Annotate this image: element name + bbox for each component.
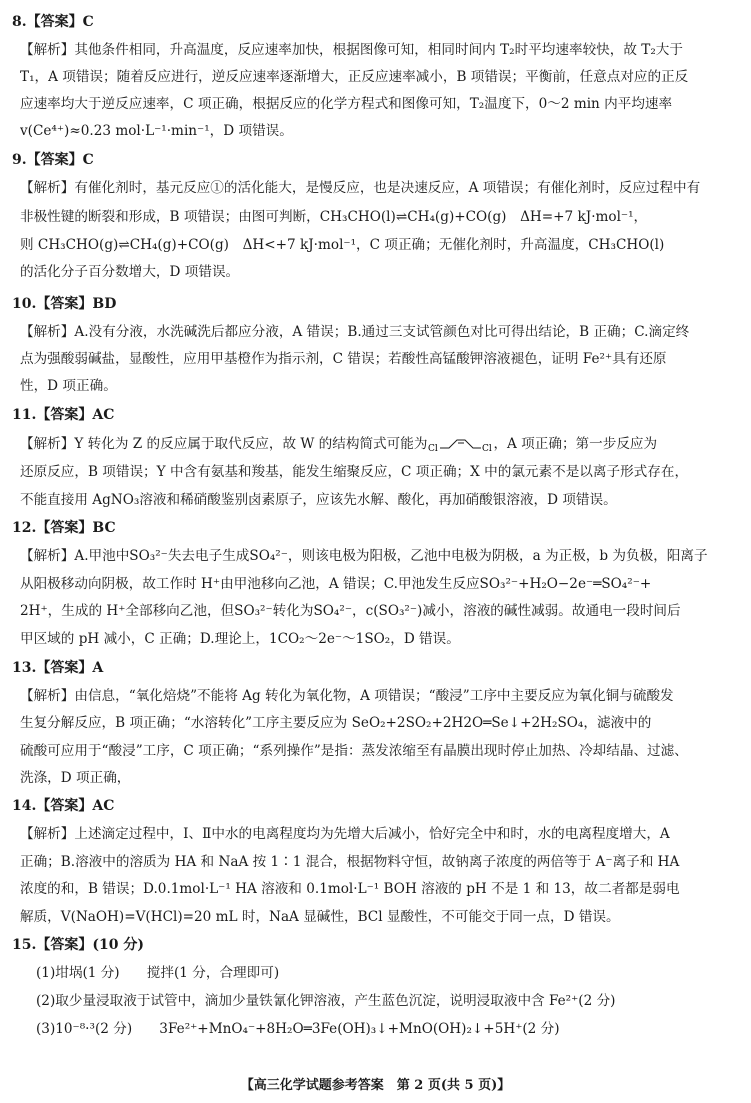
explanation-line	[20, 67, 735, 87]
line-text: 从阳极移动向阴极，故工作时 H⁺由甲池移向乙池，A 错误；C.甲池发生反应SO₃²⁻+H₂O−2e⁻═SO₄²⁻+	[20, 576, 652, 592]
line-text: 性，D 项正确。	[20, 378, 117, 394]
line-text: (3)10⁻⁸·³(2 分) 3Fe²⁺+MnO₄⁻+8H₂O═3Fe(OH)₃↓+MnO(OH)₂↓+5H⁺(2 分)	[36, 1021, 560, 1037]
page-footer: 【高三化学试题参考答案 第 2 页(共 5 页)】	[240, 1078, 511, 1093]
line-text: 8.【答案】C	[12, 14, 94, 30]
line-text: 正确；B.溶液中的溶质为 HA 和 NaA 按 1∶1 混合，根据物料守恒，故钠离子浓度的两倍等于 A⁻离子和 HA	[20, 854, 680, 870]
explanation-line	[20, 879, 735, 899]
explanation-line	[20, 546, 735, 566]
line-text-after: ，A 项正确；第一步反应为	[493, 436, 658, 452]
line-text: 生复分解反应，B 项正确；“水溶转化”工序主要反应为 SeO₂+2SO₂+2H2O═Se↓+2H₂SO₄，滤液中的	[20, 715, 652, 731]
answer-heading	[12, 796, 727, 816]
line-text: 【解析】A.甲池中SO₃²⁻失去电子生成SO₄²⁻，则该电极为阳极，乙池中电极为阴极，a 为正极，b 为负极，阳离子	[20, 548, 708, 564]
explanation-line	[36, 991, 751, 1011]
explanation-line	[20, 207, 735, 227]
explanation-line	[20, 121, 735, 141]
line-text: 【解析】A.没有分液，水洗碱洗后都应分液，A 错误；B.通过三支试管颜色对比可得出结论，B 正确；C.滴定终	[20, 324, 690, 340]
line-text: T₁，A 项错误；随着反应进行，逆反应速率逐渐增大，正反应速率减小，B 项错误；平衡前，任意点对应的正反	[20, 69, 689, 85]
line-text: 13.【答案】A	[12, 660, 104, 676]
explanation-line	[20, 601, 735, 621]
explanation-line	[20, 462, 735, 482]
explanation-line	[20, 235, 735, 255]
explanation-line	[20, 40, 735, 60]
answer-heading	[12, 294, 727, 314]
explanation-line	[20, 262, 735, 282]
line-text: 的活化分子百分数增大，D 项错误。	[20, 264, 240, 280]
line-text: 【解析】其他条件相同，升高温度，反应速率加快，根据图像可知，相同时间内 T₂时平均速率较快，故 T₂大于	[20, 42, 683, 58]
explanation-line	[20, 574, 735, 594]
line-text: 【解析】由信息，“氧化焙烧”不能将 Ag 转化为氧化物，A 项错误；“酸浸”工序中主要反应为氧化铜与硫酸发	[20, 688, 674, 704]
explanation-line	[20, 741, 735, 761]
line-text: 11.【答案】AC	[12, 407, 115, 423]
line-text: 12.【答案】BC	[12, 520, 116, 536]
structure-label-cl-right: Cl	[482, 443, 493, 454]
explanation-line	[36, 963, 751, 983]
line-text: 点为强酸弱碱盐，显酸性，应用甲基橙作为指示剂，C 错误；若酸性高锰酸钾溶液褪色，证明 Fe²⁺具有还原	[20, 351, 667, 367]
line-text: 硫酸可应用于“酸浸”工序，C 项正确；“系列操作”是指：蒸发浓缩至有晶膜出现时停止加热、冷却结晶、过滤、	[20, 743, 688, 759]
line-text: 甲区域的 pH 减小，C 正确；D.理论上，1CO₂～2e⁻～1SO₂，D 错误。	[20, 631, 460, 647]
line-text: 浓度的和，B 错误；D.0.1mol·L⁻¹ HA 溶液和 0.1mol·L⁻¹ BOH 溶液的 pH 不是 1 和 13，故二者都是弱电	[20, 881, 680, 897]
structure-label-cl-left: Cl	[428, 443, 439, 454]
explanation-line	[20, 490, 735, 510]
line-text: 9.【答案】C	[12, 152, 94, 168]
answer-heading	[12, 150, 727, 170]
explanation-line	[20, 178, 735, 198]
explanation-line	[20, 768, 735, 788]
line-text: 10.【答案】BD	[12, 296, 117, 312]
explanation-line	[20, 94, 735, 114]
line-text: 解质，V(NaOH)=V(HCl)=20 mL 时，NaA 显碱性，BCl 显酸性，不可能交于同一点，D 错误。	[20, 909, 620, 925]
line-text: 非极性键的断裂和形成，B 项错误；由图可判断，CH₃CHO(l)⇌CH₄(g)+CO(g) ΔH=+7 kJ·mol⁻¹，	[20, 209, 648, 225]
answer-heading	[12, 405, 727, 425]
line-text: 【解析】Y 转化为 Z 的反应属于取代反应，故 W 的结构简式可能为	[20, 436, 428, 452]
answer-heading	[12, 935, 727, 955]
explanation-line	[20, 629, 735, 649]
explanation-line	[20, 907, 735, 927]
line-text: 【解析】有催化剂时，基元反应①的活化能大，是慢反应，也是决速反应，A 项错误；有催化剂时，反应过程中有	[20, 180, 701, 196]
line-text: 则 CH₃CHO(g)⇌CH₄(g)+CO(g) ΔH<+7 kJ·mol⁻¹，C 项正确；无催化剂时，升高温度，CH₃CHO(l)	[20, 237, 665, 253]
line-text: 还原反应，B 项错误；Y 中含有氨基和羧基，能发生缩聚反应，C 项正确；X 中的氯元素不是以离子形式存在，	[20, 464, 689, 480]
answer-heading	[12, 518, 727, 538]
answer-heading	[12, 658, 727, 678]
explanation-line	[36, 1019, 751, 1039]
explanation-line	[20, 824, 735, 844]
explanation-line	[20, 322, 735, 342]
line-text: 15.【答案】(10 分)	[12, 937, 144, 953]
explanation-line	[20, 376, 735, 396]
answer-heading	[12, 12, 727, 32]
line-text: 不能直接用 AgNO₃溶液和稀硝酸鉴别卤素原子，应该先水解、酸化，再加硝酸银溶液，D 项错误。	[20, 492, 617, 508]
carbon-chain-bond	[440, 440, 481, 448]
line-text: 2H⁺，生成的 H⁺全部移向乙池，但SO₃²⁻转化为SO₄²⁻，c(SO₃²⁻)减小，溶液的碱性减弱。故通电一段时间后	[20, 603, 681, 619]
line-text: (1)坩埚(1 分) 搅拌(1 分，合理即可)	[36, 965, 280, 981]
line-text: 【解析】上述滴定过程中，Ⅰ、Ⅱ中水的电离程度均为先增大后减小，恰好完全中和时，水的电离程度增大，A	[20, 826, 670, 842]
explanation-line	[20, 713, 735, 733]
explanation-line	[20, 349, 735, 369]
line-text: 14.【答案】AC	[12, 798, 115, 814]
structural-formula	[427, 436, 493, 454]
explanation-line	[20, 686, 735, 706]
line-text: 应速率均大于逆反应速率，C 项正确，根据反应的化学方程式和图像可知，T₂温度下，0～2 min 内平均速率	[20, 96, 673, 112]
line-text: (2)取少量浸取液于试管中，滴加少量铁氰化钾溶液，产生蓝色沉淀，说明浸取液中含 Fe²⁺(2 分)	[36, 993, 616, 1009]
line-text: 洗涤，D 项正确，	[20, 770, 131, 786]
line-text: v(Ce⁴⁺)≈0.23 mol·L⁻¹·min⁻¹，D 项错误。	[20, 123, 293, 139]
explanation-line	[20, 852, 735, 872]
explanation-line	[20, 434, 735, 454]
